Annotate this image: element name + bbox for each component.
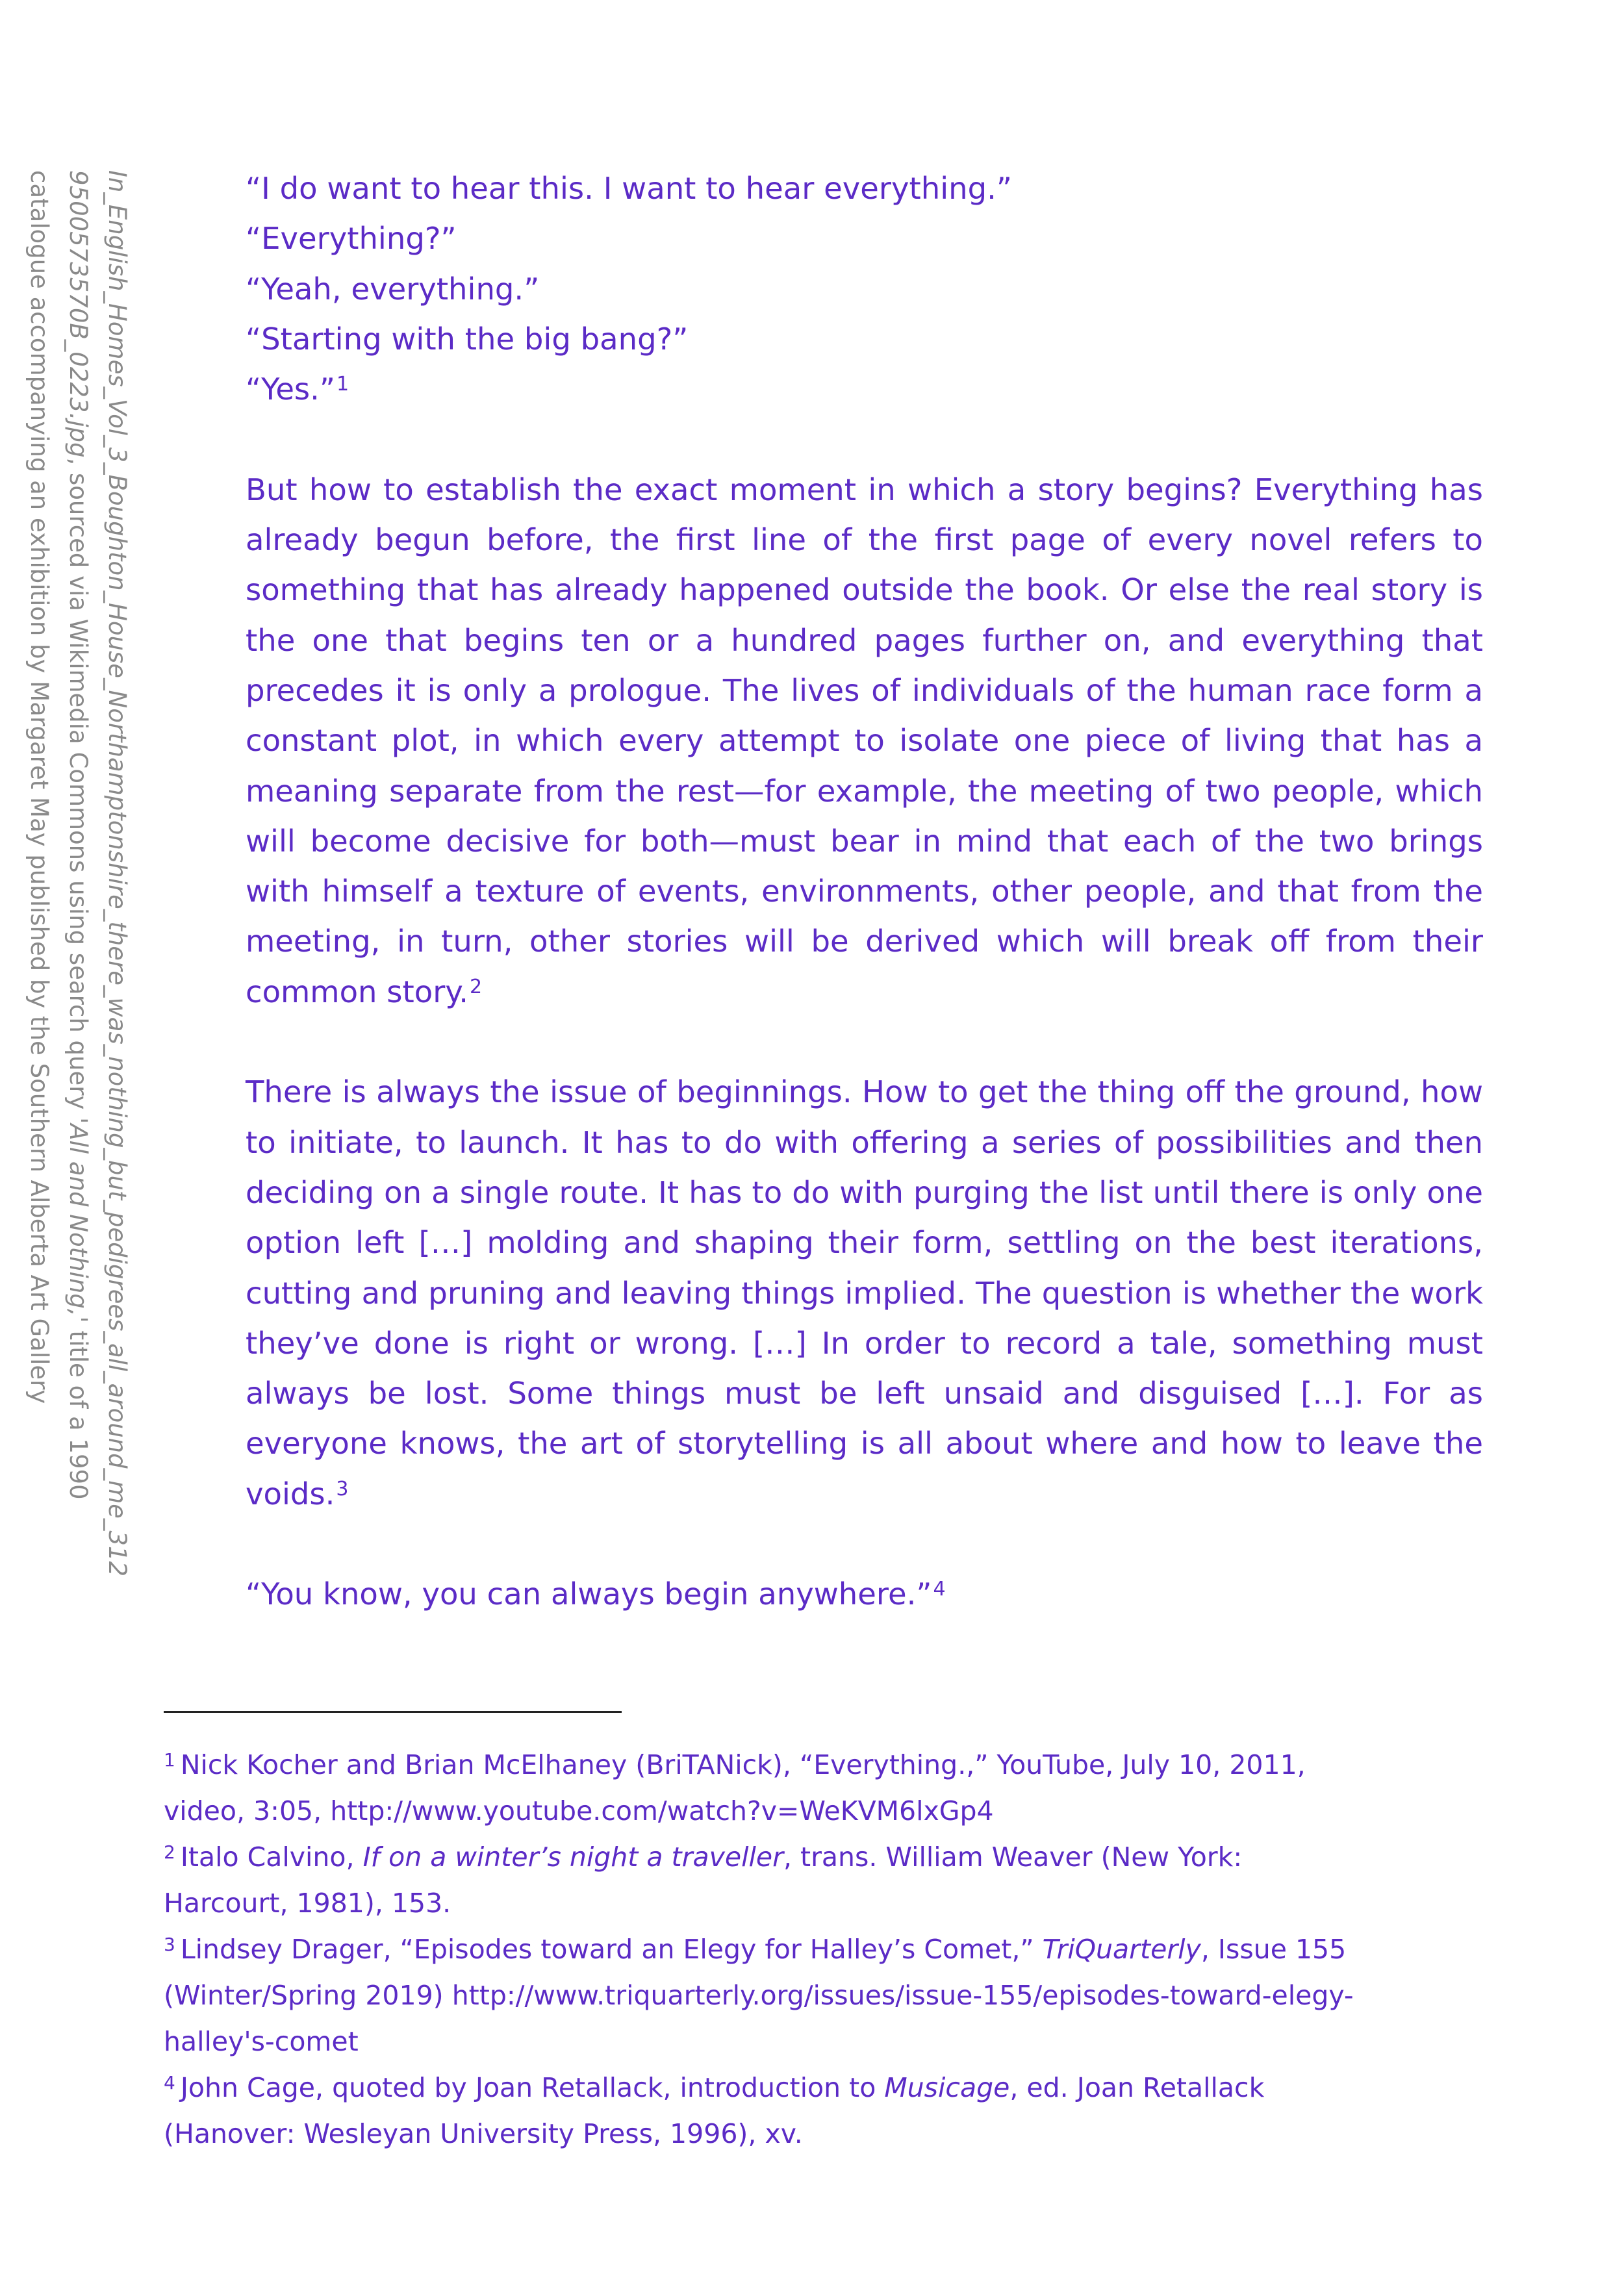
sidebar-file-suffix: 9500573570B_0223.jpg [64, 170, 92, 458]
footnote-2-number: 2 [164, 1841, 175, 1863]
footnote-3 [164, 1927, 1482, 2065]
footnote-2-title: If on a winter’s night a traveller [362, 1841, 783, 1873]
footnote-1-line-1 [164, 1742, 1482, 1788]
footnote-ref-2[interactable]: 2 [470, 975, 483, 998]
dialogue-line-3: “Yeah, everything.” [246, 271, 540, 307]
dialogue-line-4: “Starting with the big bang?” [246, 321, 689, 357]
sidebar-caption-line-1 [97, 170, 136, 1684]
sidebar-caption-line-2 [58, 170, 97, 1684]
paragraph-cage [246, 1569, 1483, 1619]
dialogue-block [246, 164, 1483, 414]
footnote-4-author: John Cage, quoted by Joan Retallack, introduction to [180, 2072, 885, 2103]
footnote-2-author: Italo Calvino, [180, 1841, 363, 1873]
footnote-4-title: Musicage [884, 2072, 1010, 2103]
footnote-divider [164, 1711, 622, 1713]
footnote-1-text: Nick Kocher and Brian McElhaney (BriTANick), “Everything.,” YouTube, July 10, 2011, [180, 1749, 1306, 1780]
footnote-2-line-1 [164, 1834, 1482, 1880]
footnote-2-line-2: Harcourt, 1981), 153. [164, 1888, 451, 1919]
sidebar-search-query: 'All and Nothing,' [64, 1117, 92, 1323]
footnote-3-details: , Issue 155 [1200, 1934, 1347, 1965]
footnote-3-author: Lindsey Drager, “Episodes toward an Elegy for Halley’s Comet,” [180, 1934, 1043, 1965]
paragraph-drager-text: There is always the issue of beginnings. How to get the thing off the ground, how to initiate, to launch. It has to do with offering a series of possibilities and then deciding on a single route. It has to do with purging the list until there is only one option left […] molding and shaping their form, settling on the best iterations, cutting and pruning and leaving things implied. The question is whether the work they’ve done is right or wrong. […] In order to record a tale, something must always be lost. Some things must be left unsaid and disguised […]. For as everyone knows, the art of storytelling is all about where and how to leave the voids. [246, 1074, 1483, 1511]
paragraph-drager [246, 1067, 1483, 1519]
footnote-3-line-3[interactable]: halley's-comet [164, 2026, 359, 2057]
footnote-4-line-1 [164, 2065, 1482, 2111]
footnote-3-number: 3 [164, 1934, 175, 1955]
dialogue-line-1: “I do want to hear this. I want to hear everything.” [246, 171, 1012, 206]
paragraph-cage-text: “You know, you can always begin anywhere.” [246, 1576, 932, 1612]
footnotes [164, 1742, 1482, 2157]
footnote-2 [164, 1834, 1482, 1927]
footnote-ref-1[interactable]: 1 [336, 373, 349, 396]
footnote-4-number: 4 [164, 2072, 175, 2093]
footnote-4-details: , ed. Joan Retallack [1009, 2072, 1265, 2103]
sidebar-filename: In_English_Homes_Vol_3_Boughton_House_Northamptonshire_there_was_nothing_but_pedigrees_all_around_me_312 [103, 170, 131, 1577]
sidebar-title-text: title of a 1990 [64, 1322, 92, 1500]
sidebar-caption-line-3: catalogue accompanying an exhibition by Margaret May published by the Southern Alberta Art Gallery [25, 170, 53, 1404]
footnote-ref-4[interactable]: 4 [933, 1578, 946, 1601]
footnote-2-details: , trans. William Weaver (New York: [783, 1841, 1243, 1873]
dialogue-line-5-text: “Yes.” [246, 372, 336, 407]
sidebar-source-text: , sourced via Wikimedia Commons using search query [64, 457, 92, 1118]
sidebar-caption [19, 170, 136, 1684]
dialogue-line-2: “Everything?” [246, 221, 457, 257]
footnote-4-line-2: (Hanover: Wesleyan University Press, 1996), xv. [164, 2118, 803, 2149]
main-text [246, 164, 1483, 1620]
footnote-3-line-2[interactable]: (Winter/Spring 2019) http://www.triquarterly.org/issues/issue-155/episodes-toward-elegy- [164, 1980, 1354, 2011]
footnote-1-line-2[interactable]: video, 3:05, http://www.youtube.com/watch?v=WeKVM6lxGp4 [164, 1795, 994, 1827]
paragraph-calvino [246, 465, 1483, 1017]
footnote-3-title: TriQuarterly [1042, 1934, 1201, 1965]
footnote-ref-3[interactable]: 3 [336, 1477, 349, 1500]
footnote-1-number: 1 [164, 1749, 175, 1771]
paragraph-calvino-text: But how to establish the exact moment in which a story begins? Everything has already begun before, the first line of the first page of every novel refers to something that has already happened outside the book. Or else the real story is the one that begins ten or a hundred pages further on, and everything that precedes it is only a prologue. The lives of individuals of the human race form a constant plot, in which every attempt to isolate one piece of living that has a meaning separate from the rest—for example, the meeting of two people, which will become decisive for both—must bear in mind that each of the two brings with himself a texture of events, environments, other people, and that from the meeting, in turn, other stories will be derived which will break off from their common story. [246, 472, 1483, 1009]
footnote-4 [164, 2065, 1482, 2157]
dialogue-line-5 [246, 364, 1483, 414]
footnote-3-line-1 [164, 1927, 1482, 1973]
footnote-1 [164, 1742, 1482, 1834]
